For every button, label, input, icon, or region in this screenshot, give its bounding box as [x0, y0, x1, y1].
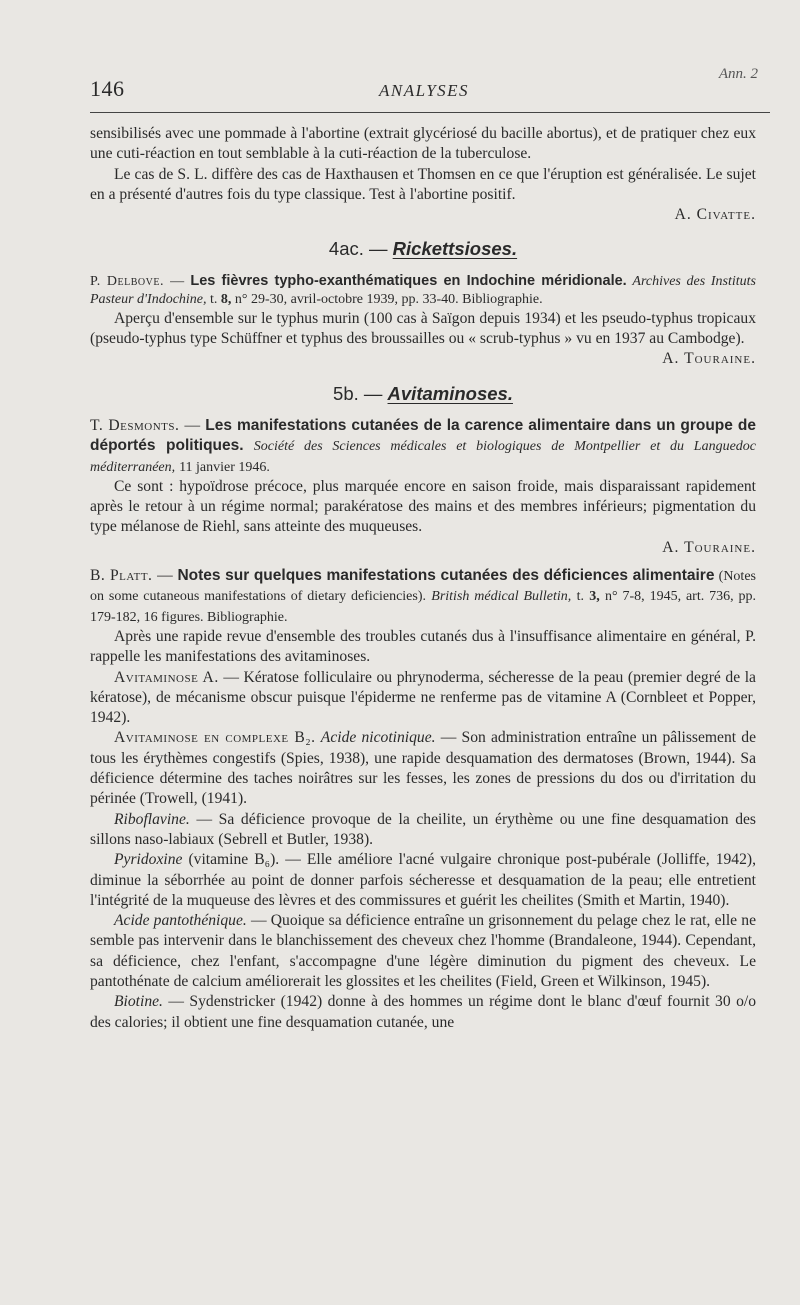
entry-desmonts-citation [90, 416, 756, 477]
paragraph-subject: Biotine. [114, 993, 163, 1011]
handwritten-annotation: Ann. 2 [718, 66, 758, 82]
author: P. Delbove. — [90, 273, 185, 289]
section-number: 4ac. — [328, 238, 388, 260]
section-heading-avitaminoses [90, 384, 756, 404]
running-title: ANALYSES [378, 81, 470, 100]
ref-volume: 8, [220, 291, 232, 307]
signature-touraine-1: A. Touraine. [662, 350, 756, 368]
header-rule [90, 112, 770, 113]
article-subtitle: (Notes on some cutaneous manifestations of dietary deficiencies). [90, 569, 756, 605]
ref-details: n° 29-30, avril-octobre 1939, pp. 33-40. Bibliographie. [234, 291, 543, 307]
paragraph-lead: Avitaminose A. [114, 668, 219, 686]
continued-paragraph-1: sensibilisés avec une pommade à l'abortine (extrait glycériosé du bacille abortus), et de pratiquer chez eux une cuti-réaction en tout semblable à la cuti-réaction de la tuberculose. [90, 125, 756, 163]
platt-paragraph-nicotinic [90, 728, 756, 809]
paragraph-subject: Riboflavine. [114, 810, 190, 828]
article-title: Notes sur quelques manifestations cutanées des déficiences alimentaire [177, 567, 715, 585]
ref-volume: 3, [589, 589, 600, 605]
journal: Archives des Instituts Pasteur d'Indochine, [90, 273, 756, 307]
ref-details: n° 7-8, 1945, art. 736, pp. 179-182, 16 figures. Bibliographie. [90, 589, 756, 625]
ref-details: 11 janvier 1946. [179, 459, 270, 475]
ref-prefix: t. [210, 291, 218, 307]
paragraph-subject: Pyridoxine [114, 851, 183, 869]
paragraph-subject: Acide nicotinique. [320, 729, 436, 747]
article-title: Les fièvres typho-exanthématiques en Indochine méridionale. [190, 272, 627, 289]
paragraph-text: — Son administration entraîne un pâlissement de tous les érythèmes congestifs (Spies, 1938), une rapide desquamation des dermatoses (Brown, 1944). Sa déficience détermine des taches noirâtres sur les fesses, les zones de pressions du dos ou d'irritation du périnée (Trowell, (1941). [90, 729, 757, 808]
paragraph-subject: Acide pantothénique. [114, 912, 247, 930]
platt-paragraph-biotine [90, 992, 756, 1033]
author: B. Platt. — [90, 567, 174, 585]
section-title: Avitaminoses. [387, 382, 513, 404]
entry-platt-citation [90, 566, 756, 627]
ref-prefix: t. [576, 589, 584, 605]
platt-paragraph-vitamin-a [90, 668, 756, 729]
paragraph-text: (vitamine B₆). — Elle améliore l'acné vulgaire chronique post-pubérale (Jolliffe, 1942), diminue la séborrhée au point de donner parfois sécheresse et desquamation de la peau; elle entretient l'intégrité de la muqueuse des lèvres et des commissures et guérit les cheilites (Smith et Martin, 1940). [90, 851, 756, 909]
platt-paragraph-pyridoxine [90, 850, 756, 911]
page-number: 146 [90, 76, 125, 101]
article-body [90, 124, 756, 1033]
platt-paragraph-pantothenic [90, 911, 756, 992]
section-title: Rickettsioses. [392, 238, 518, 260]
section-number: 5b. — [333, 382, 383, 404]
entry-delbove-abstract: Aperçu d'ensemble sur le typhus murin (100 cas à Saïgon depuis 1934) et les pseudo-typhus tropicaux (pseudo-typhus type Schüffner et typhus des broussailles ou « scrub-typhus » vu en 1937 au Cambodge). [90, 309, 756, 348]
running-header [90, 66, 758, 106]
paragraph-lead: Avitaminose en complexe B₂. [114, 729, 316, 747]
entry-desmonts-abstract: Ce sont : hypoïdrose précoce, plus marquée encore en saison froide, mais disparaissant rapidement après le retour à un régime normal; parakératose des mains et des membres inférieurs; pigmentation du type mélanose de Riehl, sans atteinte des muqueuses. [90, 477, 756, 536]
section-heading-rickettsioses [90, 239, 756, 259]
continued-paragraph-2: Le cas de S. L. diffère des cas de Haxthausen et Thomsen en ce que l'éruption est généralisée. Le sujet en a présenté d'autres fois du type classique. Test à l'abortine positif. [90, 165, 756, 203]
paragraph-text: — Sydenstricker (1942) donne à des hommes un régime dont le blanc d'œuf fournit 30 o/o des calories; il obtient une fine desquamation cutanée, une [90, 993, 757, 1031]
platt-paragraph-riboflavine [90, 810, 756, 851]
journal: British médical Bulletin, [431, 589, 572, 605]
platt-paragraph-1: Après une rapide revue d'ensemble des troubles cutanés dus à l'insuffisance alimentaire en général, P. rappelle les manifestations des avitaminoses. [90, 627, 756, 666]
paragraph-text: — Quoique sa déficience entraîne un grisonnement du pelage chez le rat, elle ne semble pas intervenir dans le blanchissement des cheveux chez l'homme (Brandaleone, 1944). Cependant, sa déficience, chez l'enfant, s'accompagne d'une légère diminution du pigment des cheveux. Le pantothénate de calcium améliorerait les glossites et les cheilites (Field, Green et Wilkinson, 1945). [90, 912, 756, 990]
signature-touraine-2: A. Touraine. [662, 538, 756, 556]
entry-delbove-citation [90, 272, 756, 309]
signature-civatte: A. Civatte. [674, 206, 756, 224]
journal: Société des Sciences médicales et biologiques de Montpellier et du Languedoc méditerranéen, [90, 439, 757, 475]
author: T. Desmonts. — [90, 416, 201, 434]
article-title: Les manifestations cutanées de la carence alimentaire dans un groupe de déportés politiques. [90, 416, 756, 455]
paragraph-text: — Sa déficience provoque de la cheilite, un érythème ou une fine desquamation des sillons naso-labiaux (Sebrell et Butler, 1938). [90, 810, 756, 848]
paragraph-text: — Kératose folliculaire ou phrynoderma, sécheresse de la peau (premier degré de la kératose), de mécanisme obscur puisque l'épiderme ne renferme pas de vitamine A (Cornbleet et Popper, 1942). [90, 668, 756, 727]
